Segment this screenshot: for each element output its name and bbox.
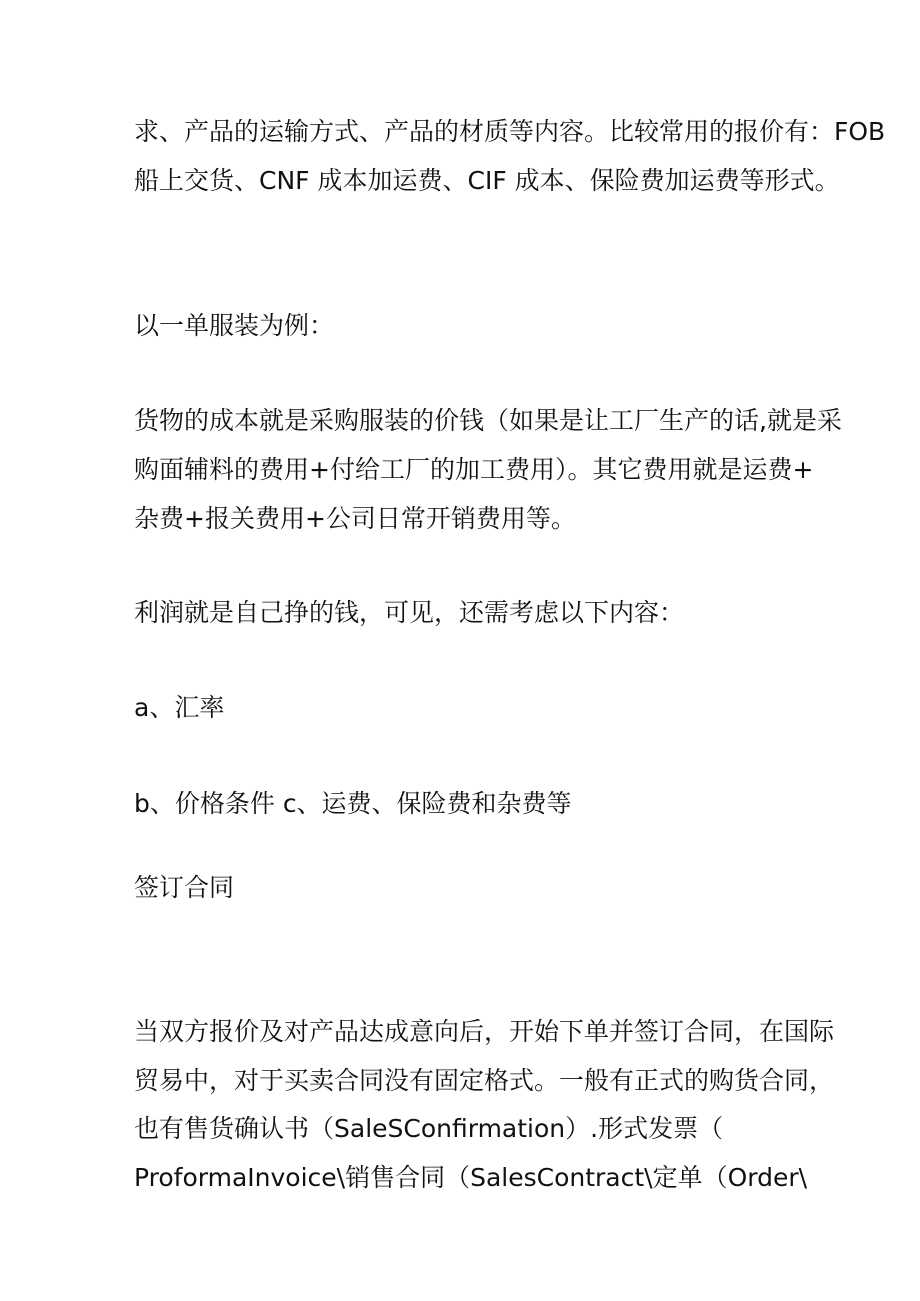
paragraph-contract-line-1: 当双方报价及对产品达成意向后，开始下单并签订合同，在国际 [134,1017,835,1046]
paragraph-cost-line-2: 购面辅料的费用+付给工厂的加工费用）。其它费用就是运费+ [134,455,814,484]
paragraph-contract-line-4: ProformaInvoice\销售合同（SalesContract\定单（Order\ [134,1163,808,1192]
list-item-b-c: b、价格条件 c、运费、保险费和杂费等 [134,789,572,818]
section-heading: 签订合同 [134,873,235,902]
paragraph-quote-forms-line-1: 求、产品的运输方式、产品的材质等内容。比较常用的报价有：FOB [134,117,886,146]
paragraph-example-intro: 以一单服装为例： [134,311,335,340]
paragraph-contract-line-2: 贸易中，对于买卖合同没有固定格式。一般有正式的购货合同， [134,1066,835,1095]
paragraph-cost-line-3: 杂费+报关费用+公司日常开销费用等。 [134,504,576,533]
list-item-a: a、汇率 [134,693,225,722]
paragraph-quote-forms-line-2: 船上交货、CNF 成本加运费、CIF 成本、保险费加运费等形式。 [134,166,840,195]
paragraph-profit: 利润就是自己挣的钱，可见，还需考虑以下内容： [134,598,685,627]
paragraph-cost-line-1: 货物的成本就是采购服装的价钱（如果是让工厂生产的话,就是采 [134,406,842,435]
paragraph-contract-line-3: 也有售货确认书（SaleSConfirmation）.形式发票（ [134,1114,724,1143]
